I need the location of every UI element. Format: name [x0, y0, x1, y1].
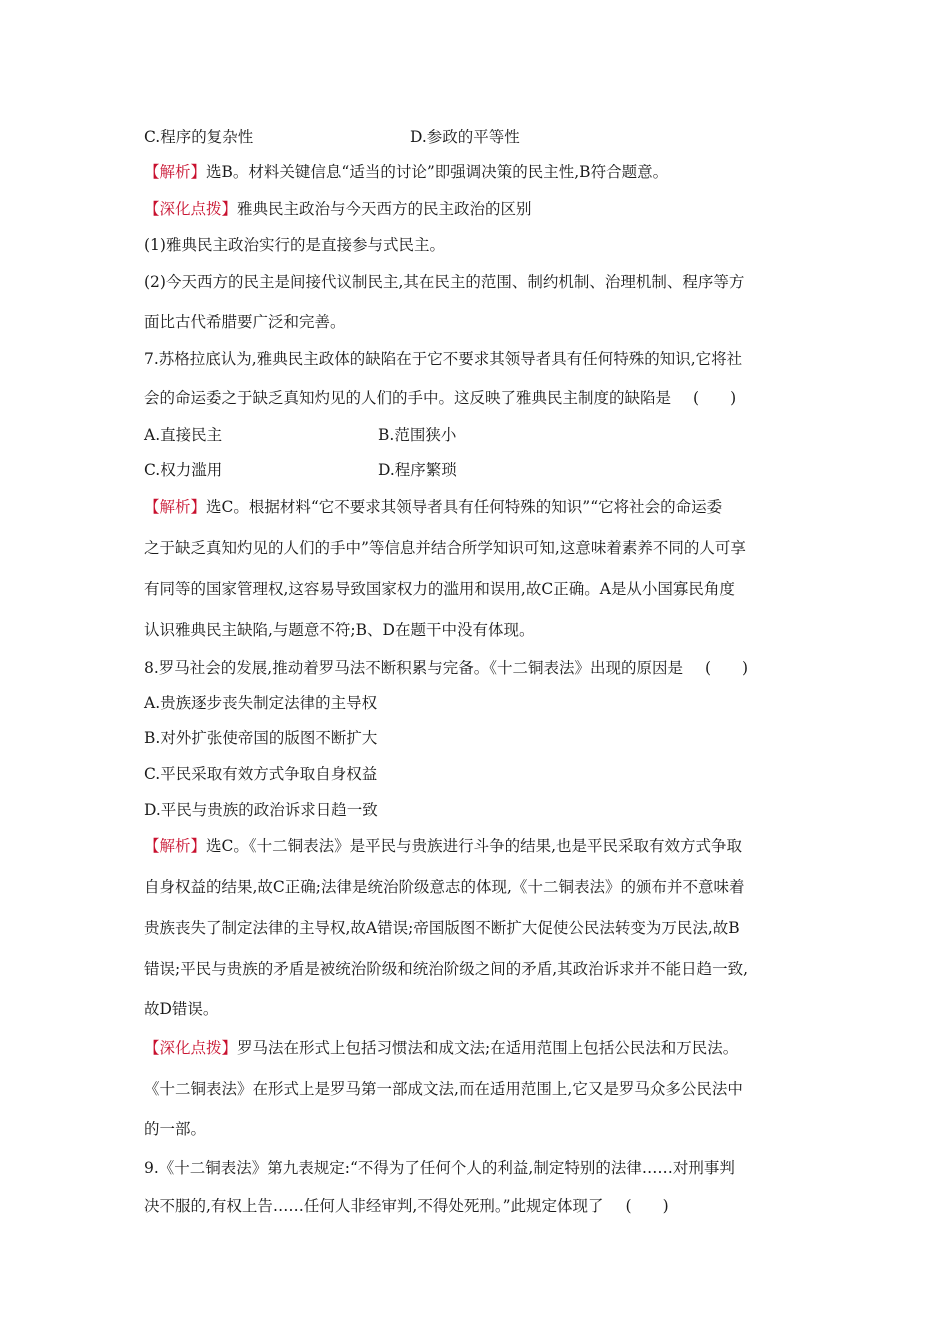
q8-option-d: D.平民与贵族的政治诉求日趋一致 — [144, 801, 378, 819]
q7-stem-line: 会的命运委之于缺乏真知灼见的人们的手中。这反映了雅典民主制度的缺陷是 — [144, 389, 672, 407]
tip-heading: 雅典民主政治与今天西方的民主政治的区别 — [237, 200, 532, 218]
q6-tip — [144, 199, 824, 219]
q7-analysis-line: 之于缺乏真知灼见的人们的手中”等信息并结合所学知识可知,这意味着素养不同的人可享 — [144, 539, 746, 557]
answer-blank: ( ) — [704, 659, 749, 677]
q6-tip-line: 面比古代希腊要广泛和完善。 — [144, 313, 346, 331]
analysis-tag: 【解析】 — [144, 163, 207, 181]
q9-stem: 9.《十二铜表法》第九表规定:“不得为了任何个人的利益,制定特别的法律……对刑事判 — [144, 1159, 735, 1177]
q7-analysis-line: 有同等的国家管理权,这容易导致国家权力的滥用和误用,故C正确。A是从小国寡民角度 — [144, 580, 735, 598]
q8-tip-line: 《十二铜表法》在形式上是罗马第一部成文法,而在适用范围上,它又是罗马众多公民法中 — [144, 1080, 743, 1098]
q8-tip — [144, 1038, 824, 1058]
q9-stem — [144, 1196, 824, 1216]
answer-blank: ( ) — [625, 1197, 669, 1215]
analysis-text: 选C。《十二铜表法》是平民与贵族进行斗争的结果,也是平民采取有效方式争取 — [206, 837, 743, 855]
analysis-text: 选C。根据材料“它不要求其领导者具有任何特殊的知识”“它将社会的命运委 — [206, 498, 723, 516]
tip-tag: 【深化点拨】 — [144, 200, 238, 218]
q8-option-c: C.平民采取有效方式争取自身权益 — [144, 765, 378, 783]
analysis-text: 选B。材料关键信息“适当的讨论”即强调决策的民主性,B符合题意。 — [206, 163, 669, 181]
tip-text: 罗马法在形式上包括习惯法和成文法;在适用范围上包括公民法和万民法。 — [237, 1039, 739, 1057]
q6-tip-line: (1)雅典民主政治实行的是直接参与式民主。 — [144, 236, 445, 254]
q7-analysis — [144, 497, 824, 517]
q8-option-a: A.贵族逐步丧失制定法律的主导权 — [144, 694, 378, 712]
q8-stem-text: 8.罗马社会的发展,推动着罗马法不断积累与完备。《十二铜表法》出现的原因是 — [144, 659, 683, 677]
q7-option-c: C.权力滥用 — [144, 461, 223, 479]
q6-option-c: C.程序的复杂性 — [144, 128, 254, 146]
q7-stem: 7.苏格拉底认为,雅典民主政体的缺陷在于它不要求其领导者具有任何特殊的知识,它将社 — [144, 350, 743, 368]
q7-option-d: D.程序繁琐 — [378, 461, 457, 479]
q7-option-b: B.范围狭小 — [378, 426, 457, 444]
q8-stem — [144, 658, 824, 678]
q8-analysis-line: 故D错误。 — [144, 1000, 219, 1018]
q6-tip-line: (2)今天西方的民主是间接代议制民主,其在民主的范围、制约机制、治理机制、程序等方 — [144, 273, 745, 291]
q7-analysis-line: 认识雅典民主缺陷,与题意不符;B、D在题干中没有体现。 — [144, 621, 535, 639]
q8-option-b: B.对外扩张使帝国的版图不断扩大 — [144, 729, 378, 747]
q8-analysis-line: 贵族丧失了制定法律的主导权,故A错误;帝国版图不断扩大促使公民法转变为万民法,故B — [144, 919, 740, 937]
q9-stem-line: 决不服的,有权上告……任何人非经审判,不得处死刑。”此规定体现了 — [144, 1197, 604, 1215]
analysis-tag: 【解析】 — [144, 837, 207, 855]
q8-analysis — [144, 836, 824, 856]
q6-analysis — [144, 162, 824, 182]
analysis-tag: 【解析】 — [144, 498, 207, 516]
q7-option-a: A.直接民主 — [144, 426, 223, 444]
answer-blank: ( ) — [693, 389, 737, 407]
q6-option-d: D.参政的平等性 — [410, 128, 520, 146]
q8-tip-line: 的一部。 — [144, 1120, 207, 1138]
tip-tag: 【深化点拨】 — [144, 1039, 238, 1057]
q8-analysis-line: 自身权益的结果,故C正确;法律是统治阶级意志的体现,《十二铜表法》的颁布并不意味着 — [144, 878, 745, 896]
q7-stem — [144, 388, 824, 408]
q8-analysis-line: 错误;平民与贵族的矛盾是被统治阶级和统治阶级之间的矛盾,其政治诉求并不能日趋一致, — [144, 960, 749, 978]
